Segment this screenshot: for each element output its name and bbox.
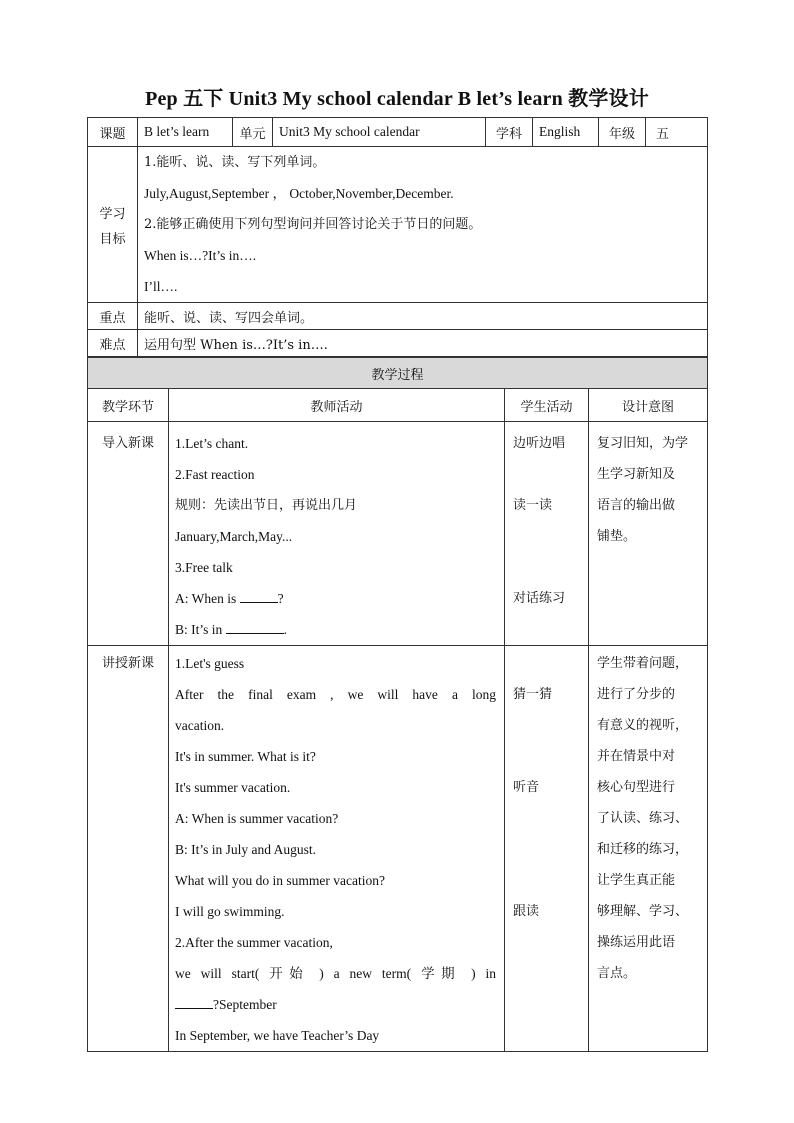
subject-value-cell [533,118,599,147]
new-design-line: 和迁移的练习， [597,842,689,857]
grade-value: 五 [656,126,670,142]
new-stage-cell [88,646,169,1052]
new-design-line: 让学生真正能 [597,873,676,888]
intro-teacher-line: 2.Fast reaction [175,467,255,482]
new-student-cell [505,646,589,1052]
new-design-line: 学生带着问题， [597,656,689,671]
process-table [87,357,708,1052]
objective-line: 2.能够正确使用下列句型询问并回答讨论关于节日的问题。 [144,217,482,232]
spacer [513,741,582,772]
objective-line: When is…?It’s in…. [144,248,257,263]
intro-student-line: 边听边唱 [513,436,566,451]
header-stage: 教学环节 [88,389,169,422]
key-point-label: 重点 [88,303,138,330]
topic-label: 课题 [88,118,138,147]
spacer [513,834,582,865]
intro-row [88,422,708,646]
new-teacher-line [175,989,496,1020]
intro-teacher-line [175,614,498,645]
document-title: Pep 五下 Unit3 My school calendar B let’s learn 教学设计 [145,88,649,110]
new-teacher-line: After the final exam , we will have a long [175,687,496,702]
new-design-line: 有意义的视听， [597,718,689,733]
process-header-row [88,389,708,422]
objective-line: 1.能听、说、读、写下列单词。 [144,155,326,170]
topic-value-cell [138,118,233,147]
key-point-cell [138,303,708,330]
dialog-a-suffix: ? [277,591,284,606]
difficulty-text: 运用句型 When is…?It’s in…. [144,337,328,353]
fill-blank [175,994,213,1009]
intro-stage-cell [88,422,169,646]
blank-answer: ?September [213,997,277,1012]
process-section-row [88,358,708,389]
dialog-b-prefix: B: It’s in [175,622,226,637]
unit-label: 单元 [233,118,273,147]
spacer [513,521,582,552]
new-teacher-line: 1.Let's guess [175,656,245,671]
new-teacher-line: 2.After the summer vacation, [175,935,333,950]
new-teacher-line: What will you do in summer vacation? [175,873,385,888]
unit-value: Unit3 My school calendar [279,124,420,139]
spacer [513,865,582,896]
grade-label: 年级 [599,118,646,147]
new-stage: 讲授新课 [101,656,154,671]
new-teacher-line: I will go swimming. [175,904,285,919]
intro-teacher-line: January,March,May... [175,529,293,544]
objective-line: I’ll…. [144,279,178,294]
spacer [513,648,582,679]
intro-design-line: 生学习新知及 [597,467,676,482]
new-teacher-cell [169,646,505,1052]
intro-student-line: 对话练习 [513,591,566,606]
objectives-content [138,147,708,303]
new-design-line: 言点。 [597,966,637,981]
objectives-label [88,147,138,303]
intro-teacher-line [175,583,498,614]
intro-teacher-line: 3.Free talk [175,560,233,575]
objective-line: July,August,September ， October,November,December. [144,186,454,201]
new-student-line: 跟读 [513,904,540,919]
objectives-label-line1: 学习 [99,206,126,222]
new-design-line: 并在情景中对 [597,749,676,764]
new-design-line: 核心句型进行 [597,780,676,795]
difficulty-label: 难点 [88,330,138,357]
difficulty-cell [138,330,708,357]
new-lesson-row [88,646,708,1052]
spacer [513,552,582,583]
new-teacher-line: we will start( 开始 ) a new term( 学期 ) in [175,966,496,981]
topic-value: B let’s learn [144,124,210,139]
process-section-title: 教学过程 [88,358,708,389]
intro-design-line: 铺垫。 [597,529,637,544]
intro-student-line: 读一读 [513,498,553,513]
intro-teacher-cell [169,422,505,646]
intro-student-cell [505,422,589,646]
key-point-text: 能听、说、读、写四会单词。 [144,310,314,326]
spacer [513,459,582,490]
new-design-line: 够理解、学习、 [597,904,689,919]
fill-blank [226,619,284,634]
new-teacher-line: In September, we have Teacher’s Day [175,1028,380,1043]
objectives-label-line2: 目标 [99,231,126,247]
info-row [88,118,708,147]
new-teacher-line: A: When is summer vacation? [175,811,339,826]
intro-design-line: 复习旧知，为学 [597,436,689,451]
lesson-info-table [87,117,708,357]
unit-value-cell [273,118,486,147]
new-teacher-line: It's in summer. What is it? [175,749,316,764]
header-teacher: 教师活动 [169,389,505,422]
difficulty-row [88,330,708,357]
new-design-line: 进行了分步的 [597,687,676,702]
new-design-line: 了认读、练习、 [597,811,689,826]
new-design-line: 操练运用此语 [597,935,676,950]
spacer [513,803,582,834]
intro-stage: 导入新课 [101,436,154,451]
new-teacher-line: It's summer vacation. [175,780,291,795]
grade-value-cell [646,118,708,147]
dialog-a-prefix: A: When is [175,591,240,606]
intro-teacher-line: 规则：先读出节日，再说出几月 [175,498,358,513]
objectives-row [88,147,708,303]
new-student-line: 听音 [513,780,540,795]
subject-label: 学科 [486,118,533,147]
intro-teacher-line: 1.Let’s chant. [175,436,249,451]
subject-value: English [539,124,581,139]
new-student-line: 猜一猜 [513,687,553,702]
dialog-b-suffix: . [283,622,288,637]
new-teacher-line: B: It’s in July and August. [175,842,317,857]
intro-design-line: 语言的输出做 [597,498,676,513]
fill-blank [240,588,278,603]
new-teacher-line: vacation. [175,718,225,733]
header-student: 学生活动 [505,389,589,422]
new-design-cell [589,646,708,1052]
key-point-row [88,303,708,330]
header-design: 设计意图 [589,389,708,422]
spacer [513,710,582,741]
intro-design-cell [589,422,708,646]
